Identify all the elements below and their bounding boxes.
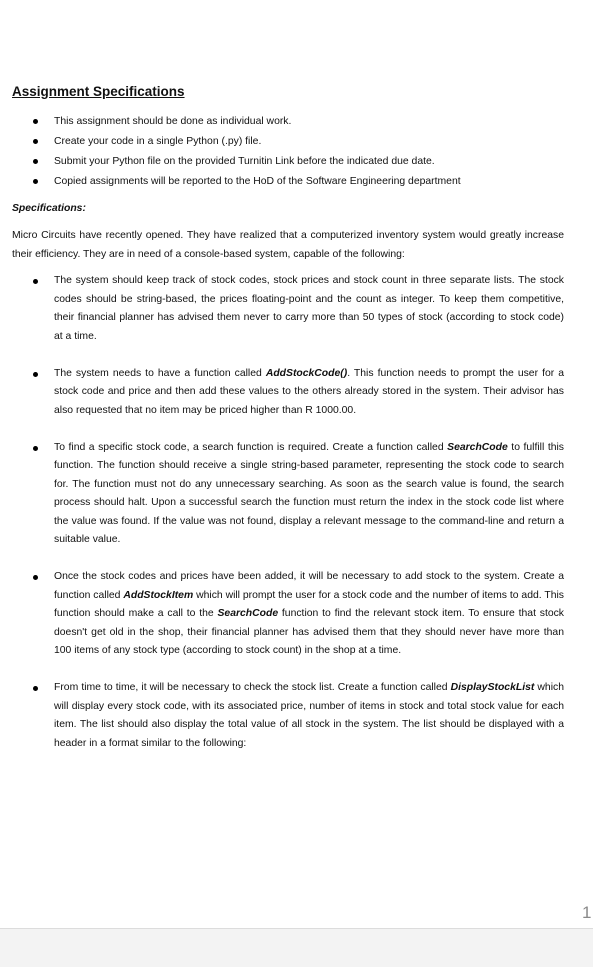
function-name: AddStockItem (123, 589, 194, 601)
requirement-item (12, 365, 564, 421)
page-number: 1 (582, 903, 592, 922)
viewer-bottom-strip (0, 929, 593, 967)
specifications-heading: Specifications: (12, 203, 86, 214)
requirement-item (12, 568, 564, 661)
bullet-icon (33, 119, 38, 124)
function-name: SearchCode (447, 441, 508, 453)
bullet-icon (33, 179, 38, 184)
bullet-icon (33, 139, 38, 144)
intro-paragraph: Micro Circuits have recently opened. They have realized that a computerized inventory system would greatly increase their efficiency. They are in need of a console-based system, capable of the following: (12, 230, 564, 260)
intro-bullet-list (12, 112, 564, 192)
requirement-item (12, 272, 564, 346)
list-item-text: This assignment should be done as individual work. (54, 116, 292, 127)
list-item-text: Submit your Python file on the provided Turnitin Link before the indicated due date. (54, 156, 435, 167)
list-item (12, 112, 564, 132)
requirement-text: The system needs to have a function called AddStockCode(). This function needs to prompt the user for a stock code and price and then add these values to the others already stored in the system. Their advisor has also requested that no item may be priced higher than R 1000.00. (54, 367, 564, 416)
bullet-icon (33, 686, 38, 691)
function-name: DisplayStockList (450, 682, 535, 693)
list-item (12, 132, 564, 152)
function-name: AddStockCode() (265, 367, 348, 379)
bullet-icon (33, 446, 38, 451)
list-item-text: Copied assignments will be reported to the HoD of the Software Engineering department (54, 176, 461, 187)
bullet-icon (33, 279, 38, 284)
bullet-icon (33, 159, 38, 164)
bullet-icon (33, 372, 38, 377)
requirement-item (12, 439, 564, 550)
requirement-item (12, 679, 564, 753)
requirement-text: Once the stock codes and prices have been added, it will be necessary to add stock to the system. Create a function called AddStockItem which will prompt the user for a stock code and the number of items to add. This function should make a call to the SearchCode function to find the relevant stock item. To ensure that stock doesn't get old in the shop, their financial planner has advised them that they should never have more than 100 items of any stock type (according to stock count) in the shop at a time. (54, 571, 565, 656)
document-content (12, 82, 564, 772)
bullet-icon (33, 575, 38, 580)
requirement-text: To find a specific stock code, a search function is required. Create a function called SearchCode to fulfill this function. The function should receive a single string-based parameter, representing the stock code to search for. The function must not do any unnecessary searching. As soon as the search value is found, the search process should halt. Upon a successful search the function must return the index in the stock code list where the value was found. If the value was not found, display a relevant message to the command-line and return a suitable value. (54, 441, 564, 545)
list-item-text: Create your code in a single Python (.py) file. (54, 136, 262, 147)
requirement-text: From time to time, it will be necessary to check the stock list. Create a function called DisplayStockList which will display every stock code, with its associated price, number of items in stock and total stock value for each item. The list should also display the total value of all stock in the system. The list should be displayed with a header in a format similar to the following: (54, 682, 564, 749)
function-name: SearchCode (217, 608, 279, 619)
requirements-list (12, 272, 564, 753)
list-item (12, 152, 564, 172)
list-item (12, 172, 564, 192)
page-title: Assignment Specifications (12, 84, 185, 99)
requirement-text: The system should keep track of stock codes, stock prices and stock count in three separate lists. The stock codes should be string-based, the prices floating-point and the count as integer. To keep them competitive, their financial planner has advised them never to carry more than 50 types of stock (according to stock code) at a time. (54, 275, 564, 342)
